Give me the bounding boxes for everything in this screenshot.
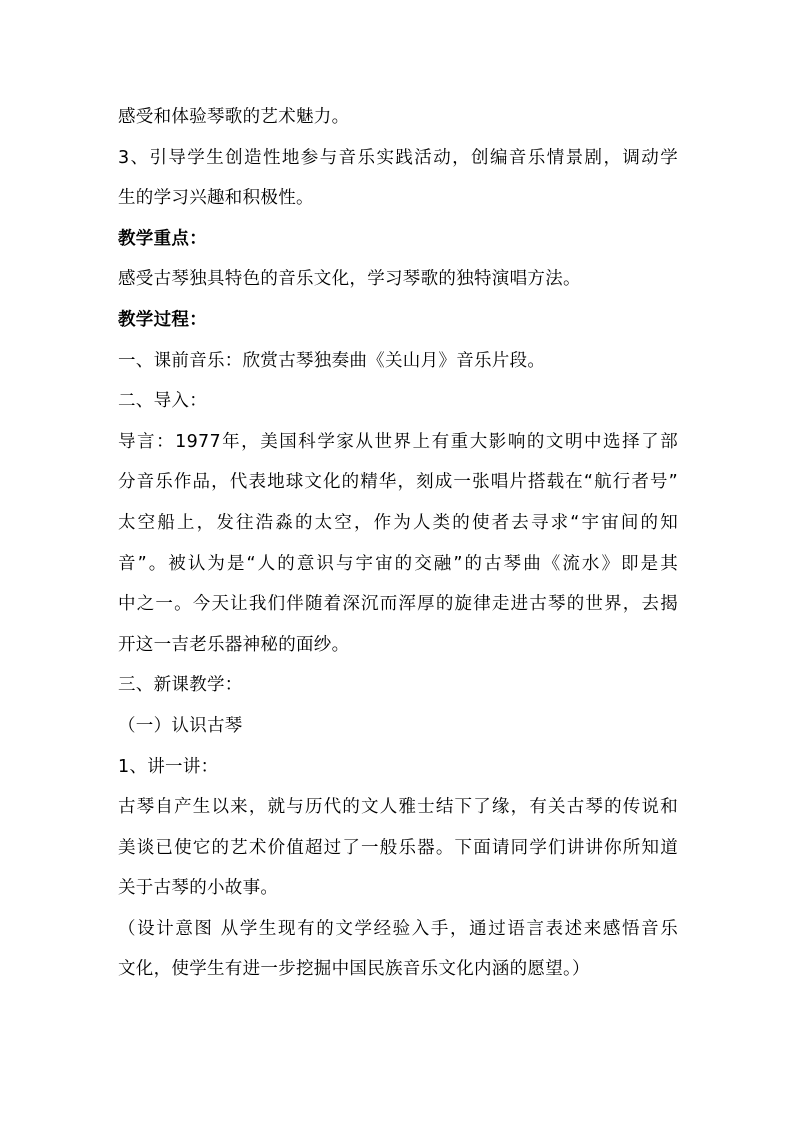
text-line-15: 三、新课教学： [118, 675, 243, 696]
text-line-8: 二、导入： [118, 391, 207, 412]
text-line-5: 感受古琴独具特色的音乐文化，学习琴歌的独特演唱方法。 [118, 269, 581, 290]
text-line-20: 关于古琴的小故事。 [118, 878, 279, 899]
text-line-11: 太空船上，发往浩淼的太空，作为人类的使者去寻求“宇宙间的知 [118, 512, 678, 533]
text-line-10: 分音乐作品，代表地球文化的精华，刻成一张唱片搭载在“航行者号” [118, 472, 678, 493]
text-line-9: 导言：1977年，美国科学家从世界上有重大影响的文明中选择了部 [118, 431, 678, 452]
text-line-13: 中之一。今天让我们伴随着深沉而浑厚的旋律走进古琴的世界，去揭 [118, 594, 678, 615]
text-line-16: （一）认识古琴 [118, 715, 243, 736]
text-line-17: 1、讲一讲： [118, 756, 219, 777]
text-line-2: 3、引导学生创造性地参与音乐实践活动，创编音乐情景剧，调动学 [118, 147, 678, 168]
text-line-1: 感受和体验琴歌的艺术魅力。 [118, 107, 350, 127]
text-line-19: 美谈已使它的艺术价值超过了一般乐器。下面请同学们讲讲你所知道 [118, 837, 678, 858]
text-line-18: 古琴自产生以来，就与历代的文人雅士结下了缘，有关古琴的传说和 [118, 797, 678, 818]
text-line-3: 生的学习兴趣和积极性。 [118, 188, 314, 209]
text-line-22: 文化，使学生有进一步挖掘中国民族音乐文化内涵的愿望。） [118, 959, 590, 980]
text-line-12: 音”。被认为是“人的意识与宇宙的交融”的古琴曲《流水》即是其 [118, 553, 678, 574]
text-line-21: （设计意图 从学生现有的文学经验入手，通过语言表述来感悟音乐 [118, 918, 678, 939]
document-body [118, 97, 678, 990]
text-line-7: 一、课前音乐：欣赏古琴独奏曲《关山月》音乐片段。 [118, 350, 546, 371]
heading-teaching-process: 教学过程： [118, 309, 207, 330]
text-line-14: 开这一吉老乐器神秘的面纱。 [118, 634, 350, 655]
heading-teaching-focus: 教学重点： [118, 228, 207, 249]
